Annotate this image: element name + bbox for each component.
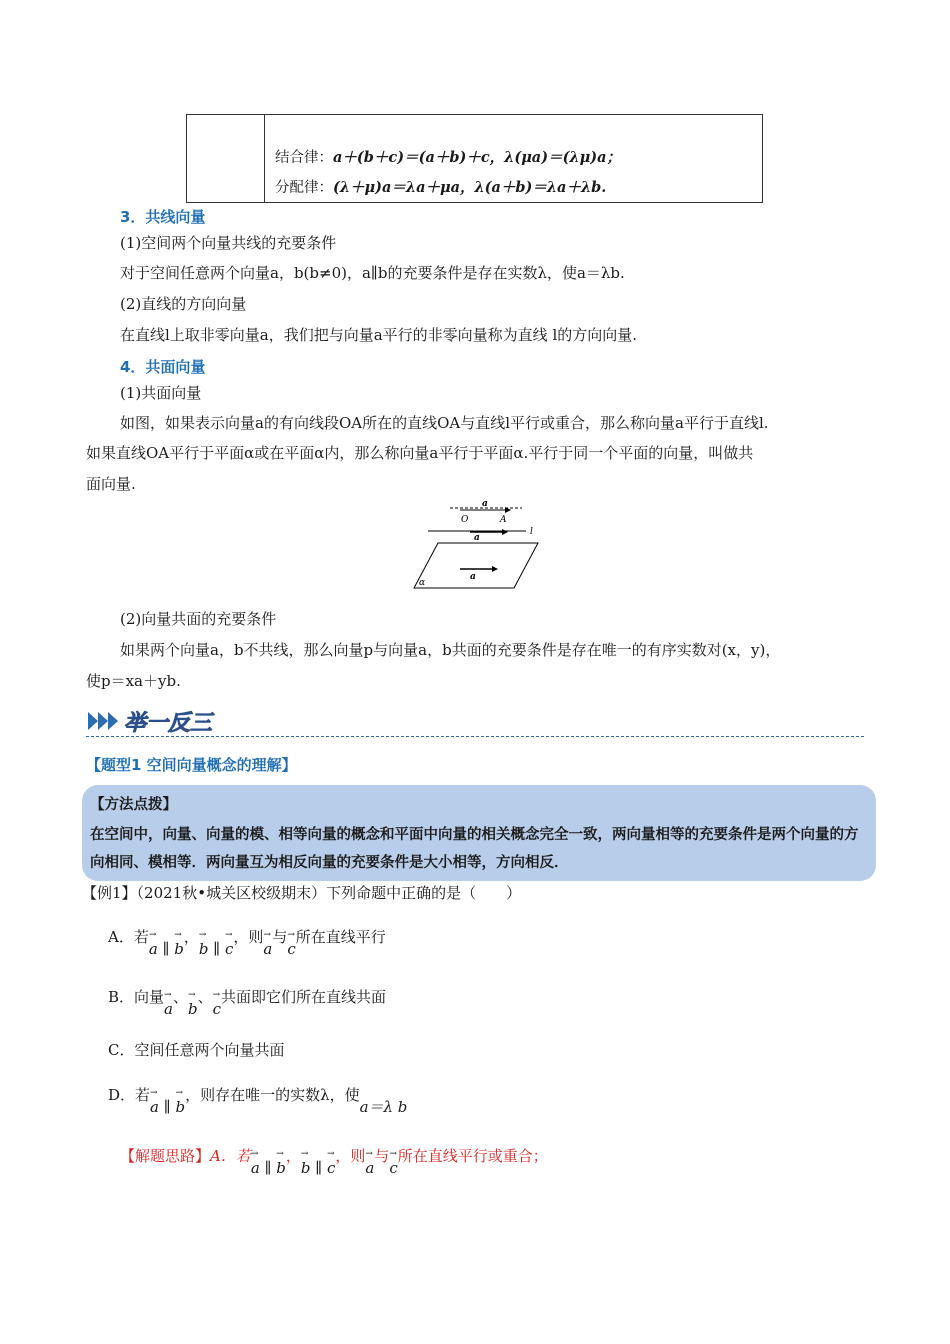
dist-law-row xyxy=(275,176,606,197)
plane-alpha xyxy=(414,543,538,588)
option-a-then: ，则 xyxy=(233,928,264,946)
option-b-end: 共面即它们所在直线共面 xyxy=(221,988,387,1006)
type1-title: 【题型1 空间向量概念的理解】 xyxy=(86,756,297,774)
section4-p2-line2: 使p＝xa＋yb. xyxy=(86,672,181,690)
vector-in-plane-arrowhead xyxy=(492,566,498,572)
law-table xyxy=(186,114,763,203)
assoc-law-row xyxy=(275,146,621,167)
fig-label-O: O xyxy=(461,515,469,525)
assoc-law-label: 结合律： xyxy=(275,150,333,166)
method-body: 在空间中，向量、向量的模、相等向量的概念和平面中向量的相关概念完全一致，两向量相等的充要条件是两个向量的方向相同、模相等．两向量互为相反向量的充要条件是大小相等，方向相反． xyxy=(90,827,859,871)
option-a-label: A．若 xyxy=(108,928,149,946)
chevron-icon xyxy=(88,712,98,730)
option-a-end: 所在直线平行 xyxy=(295,928,386,946)
solution-text: A．若 xyxy=(210,1147,251,1165)
section4-p2-line1: 如果两个向量a，b不共线，那么向量p与向量a，b共面的充要条件是存在唯一的有序实数对(x，y)， xyxy=(120,641,781,659)
banner xyxy=(86,706,236,740)
section3-sub2: (2)直线的方向向量 xyxy=(120,295,247,313)
fig-label-alpha: α xyxy=(419,578,426,588)
fig-label-l: l xyxy=(530,527,533,537)
option-b[interactable]: B．向量→ a、→ b、→ c共面即它们所在直线共面 xyxy=(108,978,386,1012)
option-d-mid: ，则存在唯一的实数λ，使 xyxy=(185,1086,360,1104)
section3-sub1: (1)空间两个向量共线的充要条件 xyxy=(120,234,337,252)
option-b-label: B．向量 xyxy=(108,988,165,1006)
vector-on-l-arrowhead xyxy=(502,529,508,535)
method-box xyxy=(82,785,876,881)
fig-label-A: A xyxy=(500,515,507,525)
section4-heading: 4．共面向量 xyxy=(120,358,206,376)
solution-line: 【解题思路】A．若→ a ∥ → b，→ b ∥ → c，则→ a与→ c所在直线平行或重合； xyxy=(120,1137,548,1171)
option-c[interactable]: C．空间任意两个向量共面 xyxy=(108,1041,285,1059)
solution-end: 所在直线平行或重合； xyxy=(397,1147,548,1165)
banner-graphic xyxy=(86,706,236,736)
option-d-equation: a＝λ b xyxy=(359,1098,408,1116)
chevron-icon xyxy=(98,712,108,730)
chevron-icon xyxy=(108,712,118,730)
dist-law-formula: (λ＋μ)a＝λa＋μa，λ(a＋b)＝λa＋λb. xyxy=(333,179,607,196)
section3-p1: 对于空间任意两个向量a，b(b≠0)，a∥b的充要条件是存在实数λ，使a＝λb. xyxy=(120,264,625,282)
method-title: 【方法点拨】 xyxy=(90,797,177,813)
coplanar-vector-figure xyxy=(410,496,545,592)
section4-p1-line1: 如图，如果表示向量a的有向线段OA所在的直线OA与直线l平行或重合，那么称向量a平行于直线l. xyxy=(120,414,769,432)
fig-label-a-plane: a xyxy=(470,572,476,582)
section4-sub1: (1)共面向量 xyxy=(120,384,202,402)
fig-label-a-top: a xyxy=(482,499,488,509)
dist-law-label: 分配律： xyxy=(275,180,333,196)
section4-p1-line2: 如果直线OA平行于平面α或在平面α内，那么称向量a平行于平面α.平行于同一个平面的向量，叫做共 xyxy=(86,444,754,462)
section3-p2: 在直线l上取非零向量a，我们把与向量a平行的非零向量称为直线 l的方向向量. xyxy=(120,326,638,344)
option-d[interactable]: D．若→ a ∥ → b，则存在唯一的实数λ，使a＝λ b xyxy=(108,1076,407,1110)
section3-heading: 3．共线向量 xyxy=(120,208,206,226)
law-table-label-cell xyxy=(187,115,265,202)
fig-label-a-mid: a xyxy=(474,533,480,543)
option-d-label: D．若 xyxy=(108,1086,151,1104)
option-a[interactable]: A．若→ a ∥ → b，→ b ∥ → c，则→ a与→ c所在直线平行 xyxy=(108,918,386,952)
example1-stem: 【例1】（2021秋•城关区校级期末）下列命题中正确的是（ ） xyxy=(82,884,522,902)
assoc-law-formula: a＋(b＋c)＝(a＋b)＋c，λ(μa)＝(λμ)a； xyxy=(333,149,621,166)
section4-sub2: (2)向量共面的充要条件 xyxy=(120,610,277,628)
section4-p1-line3: 面向量. xyxy=(86,475,136,493)
solution-then: ，则 xyxy=(335,1147,366,1165)
banner-divider xyxy=(86,736,864,737)
banner-text: 举一反三 xyxy=(124,711,213,736)
solution-label: 【解题思路】 xyxy=(120,1147,211,1165)
